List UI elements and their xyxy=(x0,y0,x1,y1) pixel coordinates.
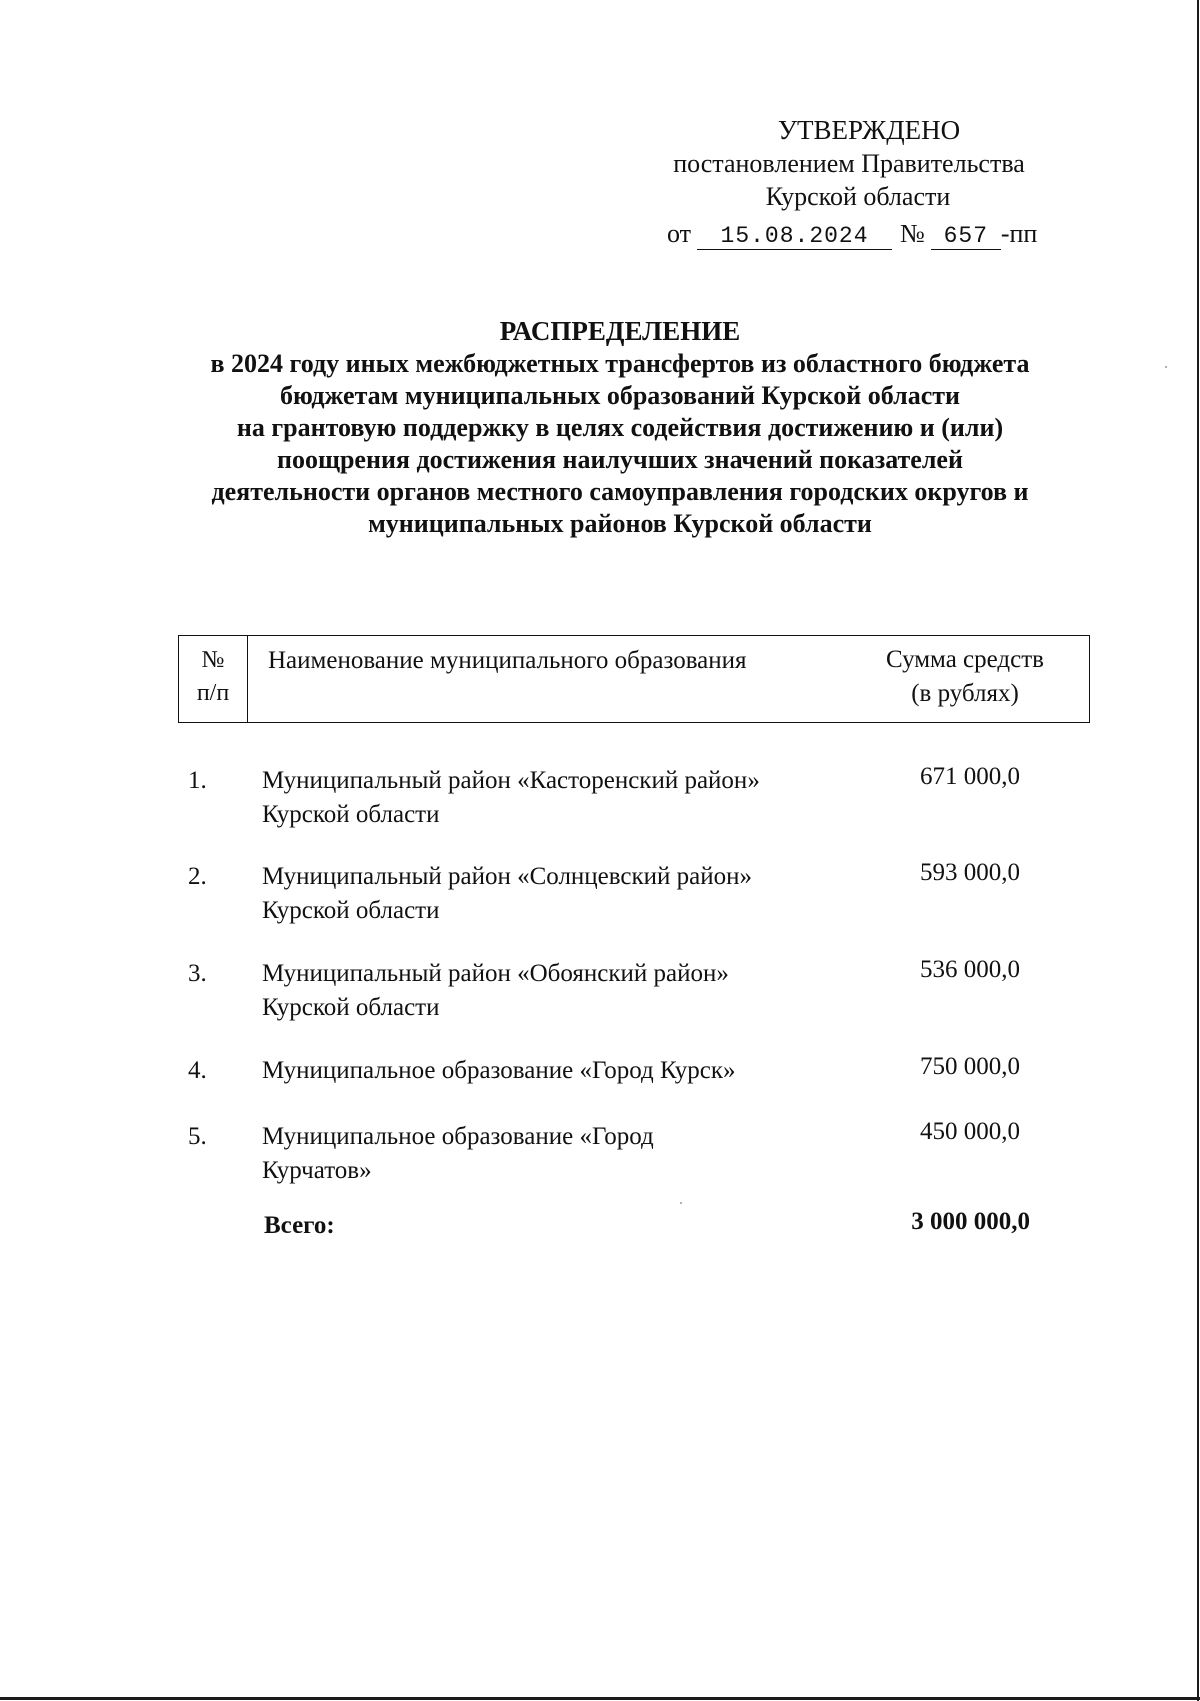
row-amount: 750 000,0 xyxy=(920,1053,1020,1080)
row-name-line1: Муниципальное образование «Город xyxy=(262,1123,654,1150)
row-name-line2: Курской области xyxy=(262,897,440,924)
row-name-line1: Муниципальное образование «Город Курск» xyxy=(262,1057,736,1084)
approval-number-label: № xyxy=(900,219,925,248)
header-name: Наименование муниципального образования xyxy=(268,647,747,674)
approval-number-suffix: -пп xyxy=(1000,219,1038,248)
row-name-line1: Муниципальный район «Касторенский район» xyxy=(262,767,760,794)
scan-edge-right xyxy=(1197,0,1199,1701)
title-line: деятельности органов местного самоуправления городских округов и xyxy=(211,477,1029,506)
approval-number: 657 xyxy=(931,223,1001,250)
row-number: 1. xyxy=(188,767,207,794)
title-heading: РАСПРЕДЕЛЕНИЕ xyxy=(499,316,741,346)
total-amount: 3 000 000,0 xyxy=(911,1208,1030,1235)
title-line: в 2024 году иных межбюджетных трансфертов из областного бюджета xyxy=(210,349,1030,378)
scan-speck xyxy=(680,1202,682,1204)
row-name-line2: Курчатов» xyxy=(262,1157,372,1184)
title-line: на грантовую поддержку в целях содействия достижению и (или) xyxy=(236,413,1004,442)
row-number: 2. xyxy=(188,863,207,890)
row-amount: 593 000,0 xyxy=(920,859,1020,886)
row-amount: 536 000,0 xyxy=(920,956,1020,983)
approval-stamp xyxy=(660,114,1060,213)
scan-speck xyxy=(1165,366,1167,368)
row-number: 3. xyxy=(188,960,207,987)
row-amount: 671 000,0 xyxy=(920,763,1020,790)
row-name xyxy=(262,1120,842,1188)
scan-edge-bottom xyxy=(0,1697,1200,1700)
row-number: 4. xyxy=(188,1057,207,1084)
row-name-line1: Муниципальный район «Солнцевский район» xyxy=(262,863,753,890)
row-name xyxy=(262,1054,842,1088)
approval-date-line xyxy=(667,219,1037,250)
row-name xyxy=(262,764,842,832)
header-num-cell xyxy=(179,636,248,722)
row-name-line2: Курской области xyxy=(262,801,440,828)
row-name xyxy=(262,957,842,1025)
row-name xyxy=(262,860,842,928)
row-amount: 450 000,0 xyxy=(920,1118,1020,1145)
header-sum-line1: Сумма средств xyxy=(886,646,1044,673)
approval-region: Курской области xyxy=(765,182,951,211)
total-label: Всего: xyxy=(264,1212,335,1239)
title-line: поощрения достижения наилучших значений показателей xyxy=(277,445,963,474)
row-number: 5. xyxy=(188,1123,207,1150)
header-num-line1: № xyxy=(201,647,225,673)
row-name-line1: Муниципальный район «Обоянский район» xyxy=(262,960,729,987)
title-line: бюджетам муниципальных образований Курской области xyxy=(280,381,960,410)
approval-from-label: от xyxy=(667,219,692,248)
header-sum-cell xyxy=(845,643,1085,711)
title-line: муниципальных районов Курской области xyxy=(368,509,872,538)
header-sum-line2: (в рублях) xyxy=(911,680,1019,707)
document-title xyxy=(160,315,1080,540)
row-name-line2: Курской области xyxy=(262,994,440,1021)
approval-date: 15.08.2024 xyxy=(697,223,892,250)
header-num-line2: п/п xyxy=(196,680,230,706)
approval-approved: УТВЕРЖДЕНО xyxy=(777,115,961,145)
approval-by-decree: постановлением Правительства xyxy=(673,149,1025,178)
